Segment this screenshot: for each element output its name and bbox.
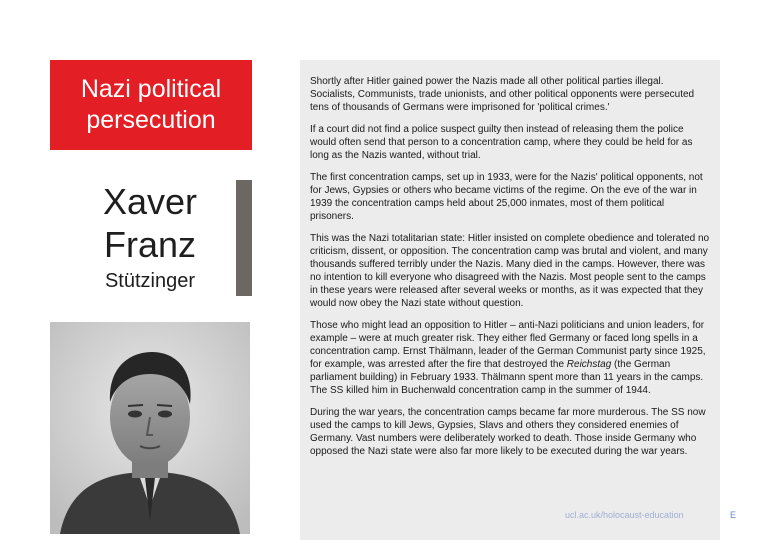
paragraph: This was the Nazi totalitarian state: Hitler insisted on complete obedience and tolerated no criticism, dissent, or opposition. The concentration camp was brutal and violent, and many thousands suffered terribly under the Nazis. Many died in the camps. However, there was no intention to kill everyone who disagreed with the Nazis. Most people sent to the camps in these years were released after several weeks or months, as it was expected that they would now obey the Nazi state without question. xyxy=(310,233,710,309)
person-name xyxy=(70,180,230,294)
page-number: E xyxy=(730,510,737,520)
paragraph: During the war years, the concentration camps became far more murderous. The SS now used the camps to kill Jews, Gypsies, Slavs and others they considered enemies of Germany. Vast numbers were deliberately worked to death. Those inside Germany who opposed the Nazi state were also far more likely to be executed during the war years. xyxy=(310,407,706,457)
text-panel xyxy=(300,60,720,540)
title-box xyxy=(50,60,252,150)
paragraph xyxy=(310,319,710,397)
paragraph: Shortly after Hitler gained power the Nazis made all other political parties illegal. Socialists, Communists, trade unionists, and other political opponents were persecuted tens of thousands of Germans were imprisoned for 'political crimes.' xyxy=(310,76,695,113)
footer-link[interactable]: ucl.ac.uk/holocaust-education xyxy=(565,510,684,520)
reichstag-italic: Reichstag xyxy=(566,359,612,370)
paragraph: If a court did not find a police suspect guilty then instead of releasing them the police would often send that person to a concentration camp, where they could be held for as long as the Nazis wanted, without trial. xyxy=(310,124,693,161)
portrait-image xyxy=(50,322,250,534)
paragraph: The first concentration camps, set up in 1933, were for the Nazis' political opponents, not for Jews, Gypsies or others who became victims of the regime. On the eve of the war in 1939 the concentration camps held about 25,000 inmates, most of them political prisoners. xyxy=(310,172,703,222)
page-title: Nazi political persecution xyxy=(80,75,222,134)
middle-name: Franz xyxy=(103,224,197,265)
paragraph-text: (the German parliament building) in February 1933. Thälmann spent more than 11 years in the camps. The SS killed him in Buchenwald concentration camp in the summer of 1944. xyxy=(310,359,704,396)
last-name: Stützinger xyxy=(104,270,196,292)
portrait-photo xyxy=(50,322,250,534)
paragraph-text: Those who might lead an opposition to Hitler – anti-Nazi politicians and union leaders, for example – were at much greater risk. They either fled Germany or faced long spells in a concentration camp. Ernst Thälmann, leader of the German Communist party since 1925, for example, was arrested after the fire that destroyed the xyxy=(310,320,706,370)
first-name: Xaver xyxy=(102,181,198,222)
accent-bar xyxy=(236,180,252,296)
